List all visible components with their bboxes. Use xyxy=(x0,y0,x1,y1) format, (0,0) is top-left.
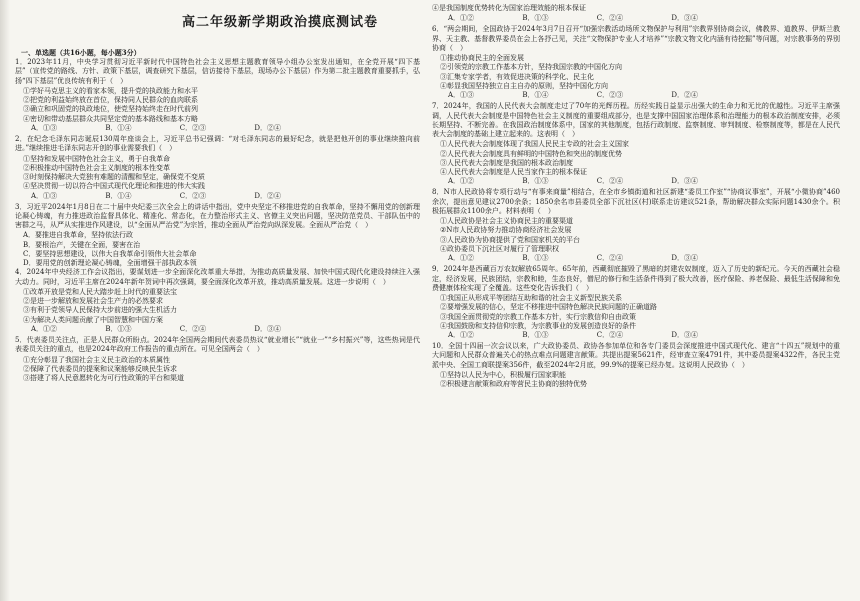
answer-choice: B．①④ xyxy=(105,191,132,200)
answer-choice: D．③④ xyxy=(671,177,698,186)
answer-choice: A．①② xyxy=(31,324,58,333)
answer-choices xyxy=(31,124,281,133)
option-statement: B．要根治产，关键在全面，要害在治 xyxy=(23,240,141,249)
question xyxy=(432,4,840,23)
answer-choice: D．②④ xyxy=(254,191,281,200)
answer-choice: B．①③ xyxy=(105,324,132,333)
option-statement: ③人民代表大会制度是我国的根本政治制度 xyxy=(440,158,573,167)
answer-choice: B．①③ xyxy=(522,14,549,23)
answer-choice: A．①② xyxy=(448,254,475,263)
answer-choice: A．①② xyxy=(448,330,475,339)
question xyxy=(432,25,840,100)
question-stem: 1．2023年11月，中央学习贯彻习近平新时代中国特色社会主义思想主题教育领导小组办公室发出通知，在全党开展“四下基层”（宣传党的路线、方针、政策下基层，调查研究下基层，信访接待下基层，现场办公下基层）作为第二批主题教育重要抓手，弘扬“四下基层”优良传统有利于（ ） xyxy=(15,58,420,85)
question xyxy=(15,336,420,383)
question-stem: 4．2024年中央经济工作会议指出，要谋划进一步全面深化改革重大举措，为推动高质量发展、加快中国式现代化建设持续注入强大动力。同时，习近平主席在2024年新年贺词中再次强调，要全面深化改革开放，推动高质量发展。这进一步说明（ ） xyxy=(15,268,420,286)
question-stem: ④是我国制度优势转化为国家治理效能的根本保证 xyxy=(432,4,586,12)
question-stem: 2．在纪念毛泽东同志诞辰130周年座谈会上，习近平总书记强调：“对毛泽东同志的最好纪念，就是把他开创的事业继续推向前进。”继续推进毛泽东同志开创的事业需要我们（ ） xyxy=(15,135,420,153)
option-statement: ④人民代表大会制度是人民当家作主的根本保证 xyxy=(440,167,587,176)
right-column xyxy=(432,4,840,389)
question-stem: 6．“两会期间，全国政协于2024年3月7日召开“加强宗教活动场所文物保护与利用”宗教界别协商会议，佛教界、道教界、伊斯兰教界、天主教、基督教界委员在会上各抒己见，关注“文物保护专业人才培养”“宗教文物文化内涵有待挖掘”等问题，对宗教事务的界别协商（ ） xyxy=(432,25,840,52)
option-statement: ④为解决人类问题贡献了中国智慧和中国方案 xyxy=(23,315,163,324)
answer-choice: D．③④ xyxy=(254,324,281,333)
answer-choice: B．①③ xyxy=(522,177,549,186)
answer-choice: B．①④ xyxy=(522,91,549,100)
question-stem: 8．N市人民政协将专项行动与“有事来商量”相结合，在全市乡镇街道和社区新建“委员工作室”“协商议事室”，开展“小微协商”460余次，提出意见建议2700余条；1850余名市县委员全部下沉社区(村)联系走访建议521条，帮助解决群众实际问题1430余个。积极拓展群众1100余户。材料表明（ ） xyxy=(432,188,840,215)
left-column xyxy=(15,48,420,383)
option-statement: ④坚决贯彻一切以符合中国式现代化理论和推进的伟大实践 xyxy=(23,182,205,191)
option-statement: ③我国全面贯彻党的宗教工作基本方针，实行宗教信仰自由政策 xyxy=(440,312,636,321)
option-statement: ③确立和巩固党的执政地位，使党坚持始终走在时代前列 xyxy=(23,105,198,114)
answer-choices xyxy=(448,177,698,186)
option-statement: ②人民代表大会制度具有鲜明的中国特色和突出的制度优势 xyxy=(440,149,622,158)
answer-choice: C．②③ xyxy=(596,91,624,100)
option-statement: ①充分彰显了我国社会主义民主政治的本质属性 xyxy=(23,355,170,364)
question xyxy=(432,188,840,263)
page-binding-shadow xyxy=(0,0,10,601)
question xyxy=(15,58,420,133)
answer-choice: D．③④ xyxy=(671,254,698,263)
option-statement: C．要坚持思想建设，以伟大自我革命引领伟大社会革命 xyxy=(23,249,197,258)
option-statement: ③时刻保持解决大党独有难题的清醒和坚定，确保党不变质 xyxy=(23,173,205,182)
option-statement: ①改革开放是党和人民大踏步赶上时代的重要法宝 xyxy=(23,287,177,296)
question-stem: 10．全国十四届一次会议以来，广大政协委员、政协各参加单位和各专门委员会深度推进中国式现代化、建言“十四五”规划中的重大问题和人民群众普遍关心的热点难点问题建言献策。共提出提案5621件，经审查立案4791件，其中委员提案4322件，各民主党派中央、全国工商联提案356件，截至2024年2月底，99.9%的提案已经办复。这说明人民政协（ ） xyxy=(432,342,840,369)
answer-choice: B．①④ xyxy=(105,123,132,132)
question xyxy=(432,342,840,389)
question xyxy=(432,265,840,340)
option-statement: ②把党的利益始终放在首位，保持同人民群众的血肉联系 xyxy=(23,96,198,105)
option-statement: ④彰显我国坚持独立自主自办的原则，坚持中国化方向 xyxy=(440,81,608,90)
option-statement: ②积极建言献策和政府等营民主协商的独特优势 xyxy=(440,380,587,389)
option-statement: ①我国正从形成平等团结互助和谐的社会主义新型民族关系 xyxy=(440,294,622,303)
answer-choice: D．②④ xyxy=(671,91,698,100)
option-statement: ②是进一步解放和发展社会生产力的必然要求 xyxy=(23,297,163,306)
answer-choice: A．①③ xyxy=(448,91,475,100)
option-statement: ②N市人民政协努力推动协商经济社会发展 xyxy=(440,226,572,235)
answer-choice: D．②④ xyxy=(254,123,281,132)
answer-choice: C．②④ xyxy=(179,324,207,333)
answer-choice: D．③④ xyxy=(671,330,698,339)
option-statement: ④我国鼓励和支持信仰宗教，为宗教事业的发展创造良好的条件 xyxy=(440,321,636,330)
question xyxy=(15,268,420,334)
option-statement: ②保障了代表委员的提案和议案能够反映民生诉求 xyxy=(23,364,177,373)
option-statement: ①人民政协是社会主义协商民主的重要渠道 xyxy=(440,217,573,226)
answer-choice: A．①③ xyxy=(31,191,58,200)
answer-choice: C．②④ xyxy=(596,14,624,23)
option-statement: ③汇集专家学者，有效促进决策的科学化、民主化 xyxy=(440,72,594,81)
option-statement: ③人民政协为协商提供了党和国家机关的平台 xyxy=(440,235,580,244)
option-statement: ①坚持和发展中国特色社会主义，勇于自我革命 xyxy=(23,154,170,163)
option-statement: A．要推进自我革命，坚持依法行政 xyxy=(23,231,134,240)
answer-choice: A．①③ xyxy=(31,123,58,132)
answer-choice: B．①③ xyxy=(522,254,549,263)
answer-choice: C．②④ xyxy=(596,177,624,186)
answer-choice: B．①③ xyxy=(522,330,549,339)
question xyxy=(432,102,840,186)
option-statement: ②引领党的宗教工作基本方针，坚持我国宗教的中国化方向 xyxy=(440,63,622,72)
option-statement: D．要用党的创新理论凝心铸魂，全面增强干部执政本领 xyxy=(23,259,197,268)
question-stem: 3．习近平2024年1月8日在二十届中央纪委三次全会上的讲话中指出，党中央坚定不移推进党的自我革命，坚持不懈用党的创新理论凝心铸魂，有力推进政治监督具体化、精准化、常态化，在力整治形式主义、官僚主义突出问题，坚决防范党员、干部队伍中的害群之马，从严从实推进作风建设，以“全面从严治党”为宗旨，推动全面从严治党向纵深发展。全面从严治党（ ） xyxy=(15,202,420,230)
answer-choice: C．②④ xyxy=(596,330,624,339)
exam-title: 高二年级新学期政治摸底测试卷 xyxy=(181,15,378,30)
question xyxy=(15,135,420,201)
answer-choice: C．②③ xyxy=(179,123,207,132)
answer-choice: D．③④ xyxy=(671,14,698,23)
option-statement: ③有利于党领导人民保持大步前进的强大生机活力 xyxy=(23,306,177,315)
option-statement: ④密切和带动基层群众共同坚定党的基本路线和基本方略 xyxy=(23,114,198,123)
answer-choice: A．①② xyxy=(448,177,475,186)
answer-choices xyxy=(448,91,698,100)
option-statement: ①坚持以人民为中心，积极履行国家职能 xyxy=(440,370,566,379)
option-statement: ③搭建了将人民意愿转化为可行性政策的平台和渠道 xyxy=(23,373,184,382)
answer-choice: C．②③ xyxy=(179,191,207,200)
question-stem: 7．2024年，我国的人民代表大会制度走过了70年的光辉历程。历经实践日益显示出强大的生命力和无比的优越性。习近平主席强调，人民代表大会制度是中国特色社会主义制度的重要组成部分，也是支撑中国国家治理体系和治理能力的根本政治制度安排，必须长期坚持、不断完善。在我国政治制度体系中，国家的其他制度，包括行政制度、监察制度、审判制度、检察制度等，都是在人民代表大会制度的基础上建立起来的。这表明（ ） xyxy=(432,102,840,139)
question xyxy=(15,203,420,269)
option-statement: ①人民代表大会制度体现了我国人民民主专政的社会主义国家 xyxy=(440,140,629,149)
option-statement: ①推动协商民主的全面发展 xyxy=(440,54,524,63)
answer-choices xyxy=(31,192,281,201)
answer-choice: C．②④ xyxy=(596,254,624,263)
answer-choices xyxy=(31,325,281,334)
option-statement: ②要增强发展的信心，坚定不移推进中国特色解决民族问题的正确道路 xyxy=(440,303,657,312)
question-stem: 5．代表委员关注点，正是人民群众所盼点。2024年全国两会期间代表委员热议“就业增长”“就业一”“乡村振兴”等，这些热词是代表委员关注的重点，也是2024年政府工作报告的重点所在。可见全国两会（ ） xyxy=(15,336,420,354)
question-stem: 9．2024年是西藏百万农奴解放65周年。65年前，西藏彻底摧毁了黑暗的封建农奴制度，迈入了历史的新纪元。今天的西藏社会稳定，经济发展，民族团结，宗教和睦，生态良好，僧尼的修行和生活条件得到了极大改善，医疗保险、养老保险、最低生活保障和免费健康体检实现了全覆盖。这些变化告诉我们（ ） xyxy=(432,265,840,292)
section-heading: 一、单选题（共16小题，每小题3分） xyxy=(21,48,141,57)
option-statement: ④政协委员下沉社区对履行了管理职权 xyxy=(440,244,559,253)
option-statement: ①学好马克思主义的看家本领，提升党的执政能力和水平 xyxy=(23,86,198,95)
answer-choices xyxy=(448,331,698,340)
answer-choice: A．①② xyxy=(448,14,475,23)
option-statement: ②积极推动中国特色社会主义制度的根本性变革 xyxy=(23,163,170,172)
answer-choices xyxy=(448,254,698,263)
answer-choices xyxy=(448,14,698,23)
